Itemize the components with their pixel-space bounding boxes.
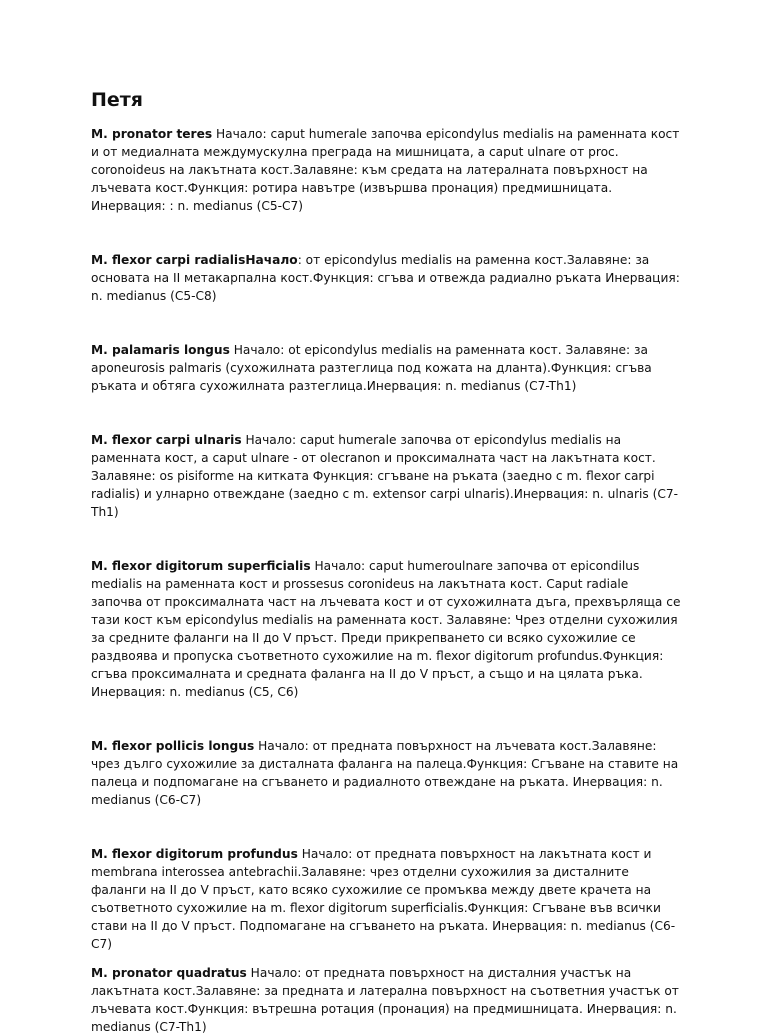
muscle-description: Начало: caput humerale започва от epicondylus medialis на раменната кост, а caput ulnare - от olecranon и проксималната част на лакътната кост. Залавяне: os pisiforme на китката Функция: сгъване на ръката (заедно с m. flexor carpi radialis) и улнарно отвеждане (заедно с m. extensor carpi ulnaris).Инервация: n. ulnaris (C7-Th1)	[91, 433, 679, 519]
spacer	[91, 215, 683, 251]
page-title: Петя	[91, 89, 143, 111]
spacer	[91, 395, 683, 431]
entry-flexor-carpi-ulnaris	[91, 431, 683, 521]
entry-flexor-digitorum-profundus	[91, 845, 683, 953]
muscle-description: Начало: ot epicondylus medialis на раменната кост. Залавяне: за aponeurosis palmaris (сухожилната разтеглица под кожата на дланта).Функция: сгъва ръката и обтяга сухожилната разтеглица.Инервация: n. medianus (C7-Th1)	[91, 343, 652, 393]
muscle-description: Начало: от предната повърхност на лъчевата кост.Залавяне: чрез дълго сухожилие за дисталната фаланга на палеца.Функция: Сгъване на ставите на палеца и подпомагане на сгъването и радиалното отвеждане на ръката. Инервация: n. medianus (C6-C7)	[91, 739, 679, 807]
muscle-name: M. flexor carpi ulnaris	[91, 433, 242, 447]
entry-palmaris-longus	[91, 341, 683, 395]
muscle-description: Начало: от предната повърхност на лакътната кост и membrana interossea antebrachii.Залавяне: чрез отделни сухожилия за дисталните фаланги на II до V пръст, като всяко сухожилие се промъква между двете крачета на съответното сухожилие на m. flexor digitorum superficialis.Функция: Сгъване във всички стави на II до V пръст. Подпомагане на сгъването на ръката. Инервация: n. medianus (C6-C7)	[91, 847, 676, 951]
spacer	[91, 305, 683, 341]
spacer	[91, 521, 683, 557]
muscle-name: M. pronator teres	[91, 127, 213, 141]
muscle-name: M. palamaris longus	[91, 343, 230, 357]
entry-pronator-teres	[91, 125, 683, 215]
spacer	[91, 809, 683, 845]
spacer	[91, 701, 683, 737]
muscle-name: M. flexor digitorum superficialis	[91, 559, 311, 573]
document-page	[91, 86, 683, 1036]
muscle-name: M. flexor digitorum profundus	[91, 847, 298, 861]
muscle-name: M. pronator quadratus	[91, 966, 247, 980]
entry-flexor-carpi-radialis	[91, 251, 683, 305]
muscle-description: Начало: от предната повърхност на дисталния участък на лакътната кост.Залавяне: за предната и латерална повърхност на съответния участък от лъчевата кост.Функция: вътрешна ротация (пронация) на предмишницата. Инервация: n. medianus (C7-Th1)	[91, 966, 679, 1034]
entry-pronator-quadratus	[91, 964, 683, 1036]
muscle-description: Начало: caput humeroulnare започва от epicondilus medialis на раменната кост и prossesus coronideus на лакътната кост. Caput radiale започва от проксималната част на лъчевата кост и от сухожилната дъга, прехвърляща се тази кост към epicondylus medialis на раменната кост. Залавяне: Чрез отделни сухожилия за средните фаланги на II до V пръст. Преди прикрепването си всяко сухожилие се раздвоява и пропуска съответното сухожилие на m. flexor digitorum profundus.Функция: сгъва проксималната и средната фаланга на II до V пръст, а също и на цялата ръка. Инервация: n. medianus (C5, C6)	[91, 559, 681, 699]
muscle-name: M. flexor pollicis longus	[91, 739, 255, 753]
muscle-description: : от epicondylus medialis на раменна кост.Залавяне: за основата на II метакарпална кост.Функция: сгъва и отвежда радиално ръката Инервация: n. medianus (C5-C8)	[91, 253, 680, 303]
entry-flexor-pollicis-longus	[91, 737, 683, 809]
spacer	[91, 953, 683, 964]
entry-flexor-digitorum-superficialis	[91, 557, 683, 701]
muscle-name: M. flexor carpi radialisНачало	[91, 253, 298, 267]
muscle-description: Начало: caput humerale започва epicondylus medialis на раменната кост и от медиалната междумускулна преграда на мишницата, а caput ulnare от proc. coronoideus на лакътната кост.Залавяне: към средата на латералната повърхност на лъчевата кост.Функция: ротира навътре (извършва пронация) предмишницата. Инервация: : n. medianus (C5-C7)	[91, 127, 680, 213]
